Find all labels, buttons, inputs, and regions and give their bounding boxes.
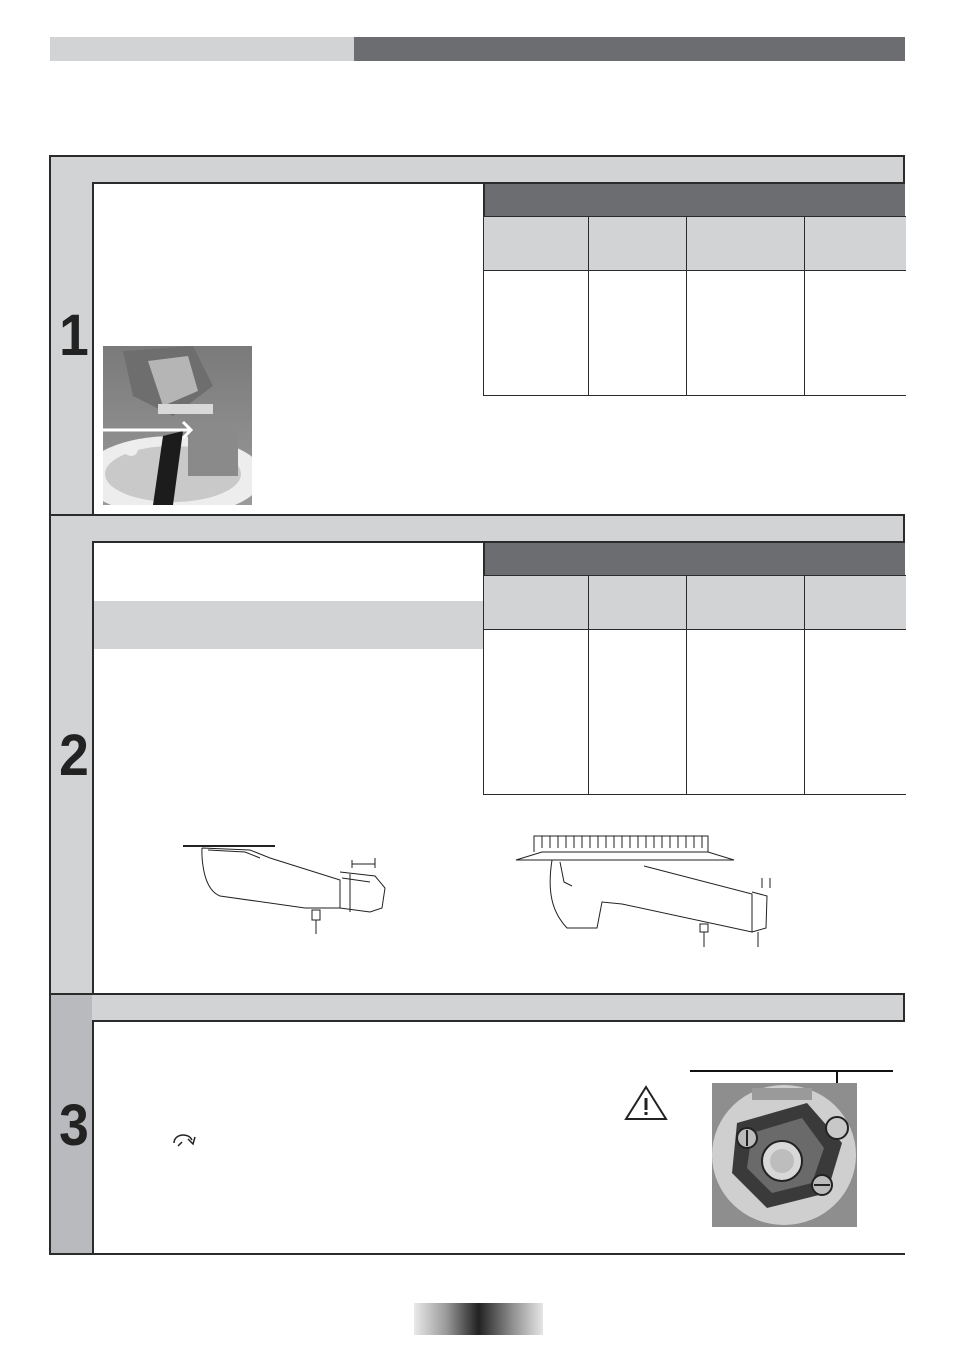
table-cell bbox=[484, 271, 589, 396]
header-band-dark bbox=[354, 37, 905, 61]
table-header-cell bbox=[805, 217, 906, 271]
table-cell bbox=[484, 630, 589, 795]
section-divider bbox=[49, 514, 905, 516]
step-number-1: 1 bbox=[59, 303, 89, 368]
burner-side-diagram-large bbox=[512, 832, 782, 952]
table-2-header-row bbox=[484, 576, 906, 630]
step-number-2: 2 bbox=[59, 723, 89, 788]
table-row bbox=[484, 630, 906, 795]
table-cell bbox=[589, 271, 687, 396]
table-2-title-bar bbox=[483, 541, 905, 575]
table-header-cell bbox=[805, 576, 906, 630]
table-cell bbox=[687, 630, 805, 795]
rotate-clockwise-icon bbox=[170, 1127, 198, 1151]
header-band-light bbox=[50, 37, 354, 61]
table-cell bbox=[687, 271, 805, 396]
table-1-header-row bbox=[484, 217, 906, 271]
table-1-title-bar bbox=[483, 182, 905, 216]
table-cell bbox=[805, 271, 906, 396]
table-header-cell bbox=[589, 576, 687, 630]
table-header-cell bbox=[484, 576, 589, 630]
gas-tap-photo bbox=[712, 1083, 857, 1227]
warning-triangle-icon bbox=[624, 1084, 668, 1122]
section-divider bbox=[49, 993, 905, 995]
table-2 bbox=[483, 575, 906, 795]
table-cell bbox=[805, 630, 906, 795]
burner-side-diagram-small bbox=[180, 838, 395, 938]
table-1 bbox=[483, 216, 906, 396]
table-header-cell bbox=[687, 576, 805, 630]
table-cell bbox=[589, 630, 687, 795]
table-header-cell bbox=[687, 217, 805, 271]
page-number-tab bbox=[414, 1303, 543, 1335]
table-header-cell bbox=[484, 217, 589, 271]
burner-cap-photo bbox=[103, 346, 252, 505]
table-header-cell bbox=[589, 217, 687, 271]
table-row bbox=[484, 271, 906, 396]
step-number-3: 3 bbox=[59, 1093, 89, 1158]
step-2-grey-band bbox=[94, 601, 483, 649]
